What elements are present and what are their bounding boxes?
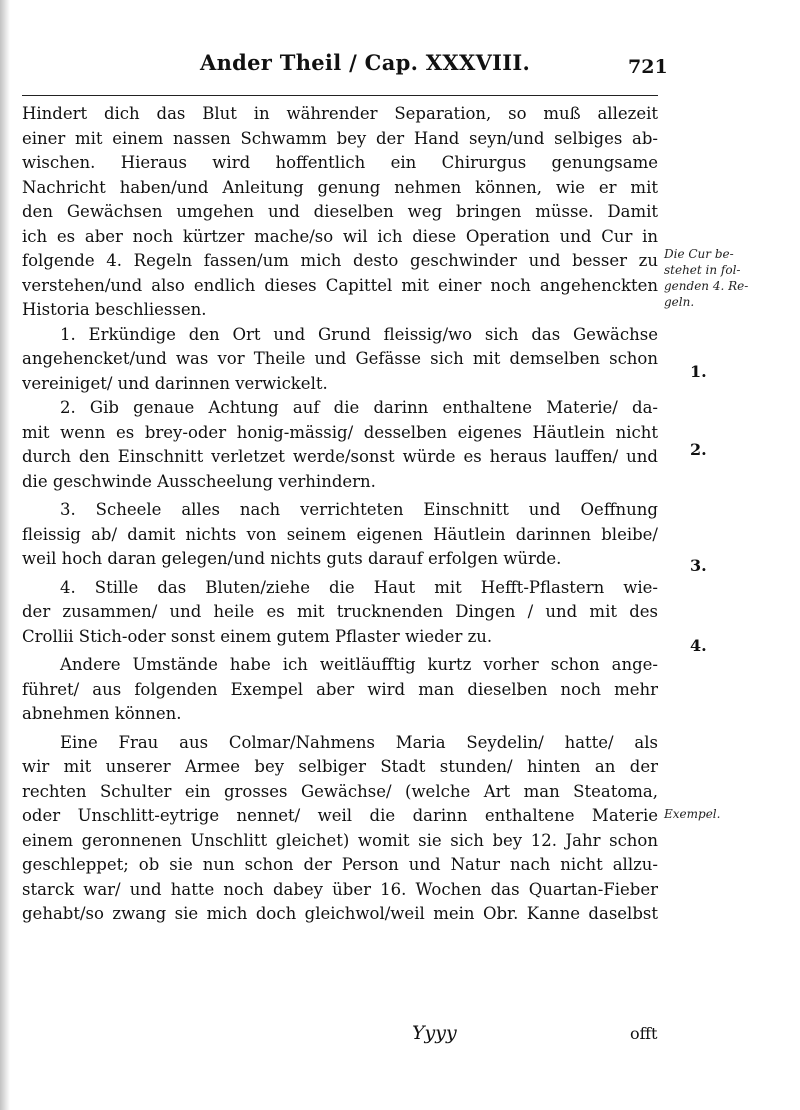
text-line: oder Unschlitt-eytrige nennet/ weil die darinn enthaltene Materie xyxy=(22,806,658,825)
text-line: der zusammen/ und heile es mit trucknenden Dingen / und mit des xyxy=(22,602,658,621)
text-line: Crollii Stich-oder sonst einem gutem Pflaster wieder zu. xyxy=(22,626,493,646)
text-line: rechten Schulter ein grosses Gewächse/ (welche Art man Steatoma, xyxy=(22,781,658,801)
text-line: folgende 4. Regeln fassen/um mich desto geschwinder und besser zu xyxy=(22,251,658,270)
text-line: ich es aber noch kürtzer mache/so wil ich diese Operation und Cur in xyxy=(22,226,658,246)
rule-4-line: 4. Stille das Bluten/ziehe die Haut mit Hefft-Pflastern wie- xyxy=(60,577,658,597)
margin-note-rules: Die Cur be-stehet in fol-genden 4. Re-geln. xyxy=(664,247,749,309)
signature-mark: Yyyy xyxy=(412,1022,457,1044)
paragraph-line: Andere Umstände habe ich weitläufftig kurtz vorher schon ange- xyxy=(60,655,658,674)
text-line: verstehen/und also endlich dieses Capittel mit einer noch angehenckten xyxy=(22,275,658,295)
body-text xyxy=(22,102,658,927)
paragraph-line: Eine Frau aus Colmar/Nahmens Maria Seydelin/ hatte/ als xyxy=(60,732,658,752)
text-line: fleissig ab/ damit nichts von seinem eigenen Häutlein darinnen bleibe/ xyxy=(22,524,658,544)
text-line: wir mit unserer Armee bey selbiger Stadt stunden/ hinten an der xyxy=(22,757,658,776)
text-line: gehabt/so zwang sie mich doch gleichwol/weil mein Obr. Kanne daselbst xyxy=(22,904,658,923)
margin-note-example: Exempel. xyxy=(664,807,721,821)
header-rule xyxy=(22,95,658,96)
rule-1-line: 1. Erkündige den Ort und Grund fleissig/wo sich das Gewächse xyxy=(60,324,658,344)
text-line: durch den Einschnitt verletzet werde/sonst würde es heraus lauffen/ und xyxy=(22,447,658,466)
margin-number-4: 4. xyxy=(690,636,707,655)
rule-2-line: 2. Gib genaue Achtung auf die darinn enthaltene Materie/ da- xyxy=(60,398,658,417)
text-line: einem geronnenen Unschlitt gleichet) womit sie sich bey 12. Jahr schon xyxy=(22,830,658,850)
margin-number-1: 1. xyxy=(690,362,707,381)
text-line: weil hoch daran gelegen/und nichts guts darauf erfolgen würde. xyxy=(22,549,562,568)
text-line: angehencket/und was vor Theile und Gefässe sich mit demselben schon xyxy=(22,349,658,368)
text-line: Nachricht haben/und Anleitung genung nehmen können, wie er mit xyxy=(22,177,658,197)
margin-number-2: 2. xyxy=(690,440,707,459)
text-line: starck war/ und hatte noch dabey über 16. Wochen das Quartan-Fieber xyxy=(22,879,658,899)
text-line: den Gewächsen umgehen und dieselben weg bringen müsse. Damit xyxy=(22,202,658,221)
text-line: Historia beschliessen. xyxy=(22,300,207,319)
text-line: die geschwinde Ausscheelung verhindern. xyxy=(22,471,376,491)
text-line: führet/ aus folgenden Exempel aber wird man dieselben noch mehr xyxy=(22,679,658,699)
text-line: abnehmen können. xyxy=(22,704,182,723)
margin-number-3: 3. xyxy=(690,556,707,575)
text-line: mit wenn es brey-oder honig-mässig/ desselben eigenes Häutlein nicht xyxy=(22,422,658,442)
text-line: vereiniget/ und darinnen verwickelt. xyxy=(22,373,328,393)
running-title: Ander Theil / Cap. XXXVIII. xyxy=(200,50,531,75)
text-line: einer mit einem nassen Schwamm bey der Hand seyn/und selbiges ab- xyxy=(22,128,658,148)
text-line: Hindert dich das Blut in währender Separation, so muß allezeit xyxy=(22,104,658,123)
text-line: wischen. Hieraus wird hoffentlich ein Chirurgus genungsame xyxy=(22,153,658,172)
scan-edge-shadow xyxy=(0,0,10,1110)
text-line: geschleppet; ob sie nun schon der Person und Natur nach nicht allzu- xyxy=(22,855,658,874)
catchword: offt xyxy=(630,1024,658,1043)
rule-3-line: 3. Scheele alles nach verrichteten Einschnitt und Oeffnung xyxy=(60,500,658,519)
page-number: 721 xyxy=(628,56,668,78)
